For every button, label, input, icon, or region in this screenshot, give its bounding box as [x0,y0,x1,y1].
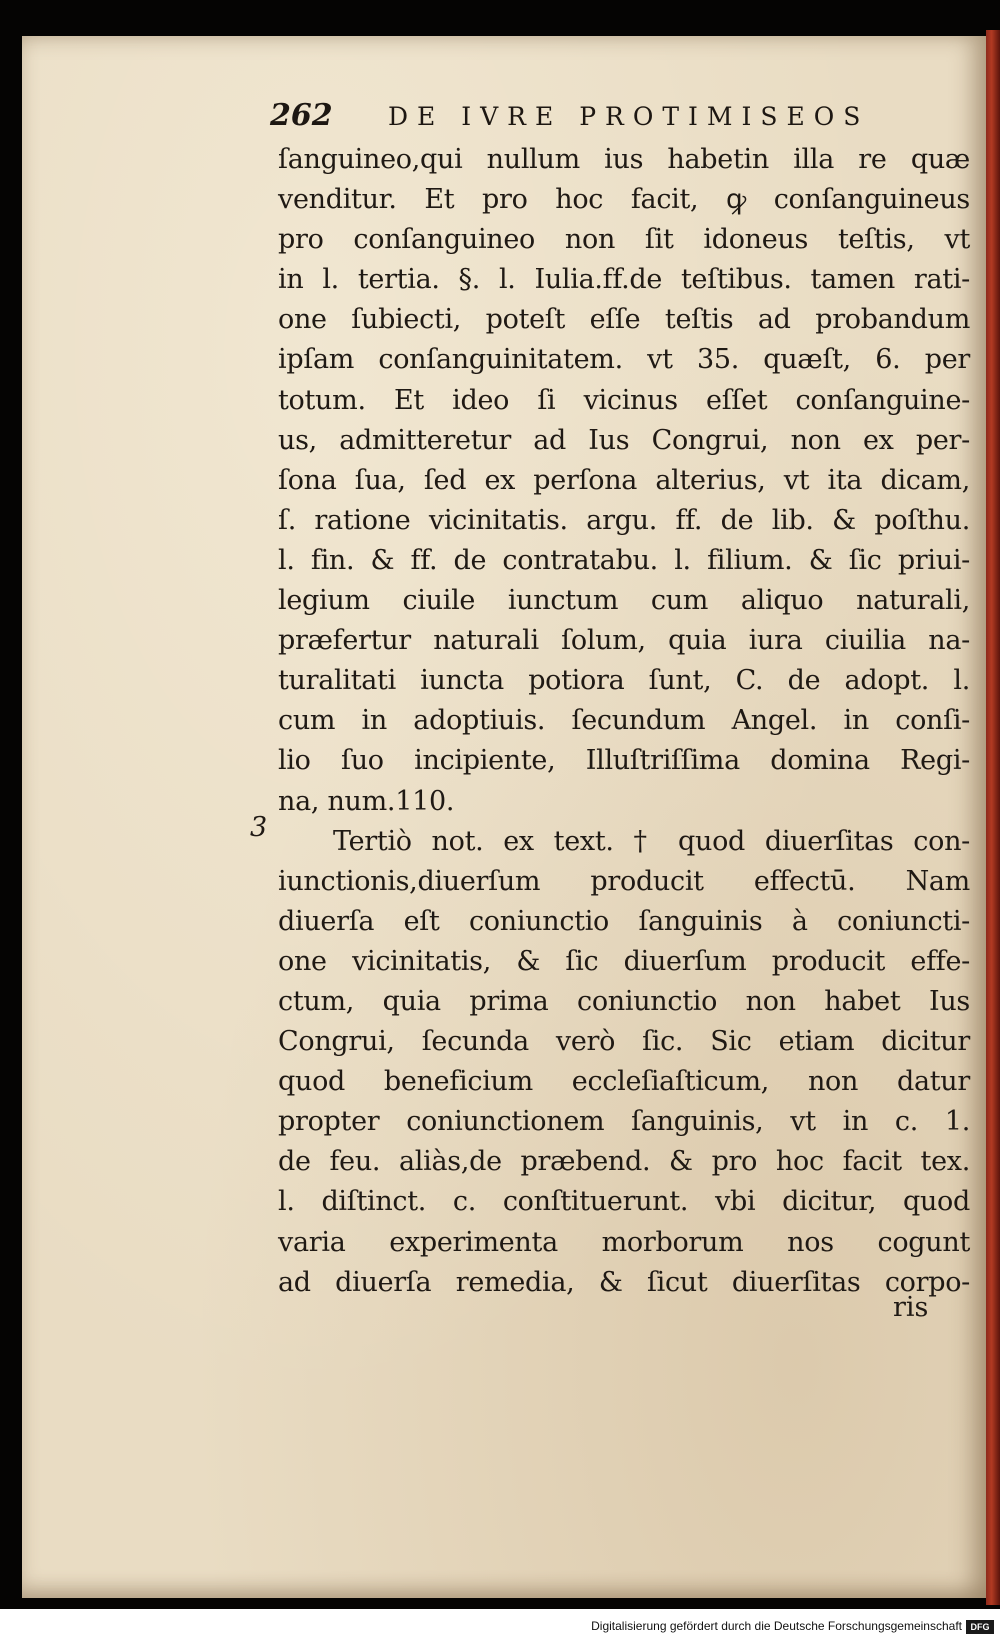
text-line: na, num.110. [278,785,455,817]
catchword: ris [893,1292,929,1323]
text-line: varia experimenta morborum nos cogunt [278,1226,970,1258]
margin-number: 3 [250,812,268,843]
text-line: venditur. Et pro hoc facit, ꝙ conſanguineus [278,184,970,216]
text-line: Tertiò not. ex text. † quod diuerſitas con- [333,825,970,857]
text-line: turalitati iuncta potiora ſunt, C. de adopt. l. [278,665,970,697]
text-line: ſanguineo,qui nullum ius habetin illa re quæ [278,144,970,175]
text-line: ad diuerſa remedia, & ſicut diuerſitas corpo- [278,1266,970,1298]
text-line: ſ. ratione vicinitatis. argu. ff. de lib. & poſthu. [278,504,970,536]
text-line: de feu. aliàs,de præbend. & pro hoc facit tex. [278,1146,970,1178]
text-line: cum in adoptiuis. ſecundum Angel. in conſi- [278,705,970,737]
text-line: lio ſuo incipiente, Illuſtriſſima domina Regi- [278,745,970,777]
text-line: one ſubiecti, poteſt eſſe teſtis ad probandum [278,304,970,336]
text-line: diuerſa eſt coniunctio ſanguinis à coniuncti- [278,905,970,937]
text-line: in l. tertia. §. l. Iulia.ff.de teſtibus. tamen rati- [278,264,970,296]
text-line: l. fin. & ff. de contratabu. l. filium. & ſic priui- [278,544,970,576]
text-line: propter coniunctionem ſanguinis, vt in c. 1. [278,1106,970,1138]
body-text [278,140,970,1303]
text-line: one vicinitatis, & ſic diuerſum producit effe- [278,945,970,977]
text-line: legium ciuile iunctum cum aliquo naturali, [278,585,970,617]
text-line: quod beneficium eccleſiaſticum, non datur [278,1066,970,1098]
page-number: 262 [270,98,333,133]
page-header [270,98,960,138]
text-line: ipſam conſanguinitatem. vt 35. quæſt, 6. per [278,344,970,376]
dfg-logo-icon: DFG [966,1620,994,1634]
text-line: pro conſanguineo non ſit idoneus teſtis, vt [278,224,970,256]
text-line: Congrui, ſecunda verò ſic. Sic etiam dicitur [278,1026,970,1058]
running-head: DE IVRE PROTIMISEOS [388,102,870,131]
text-line: ſona ſua, ſed ex perſona alterius, vt ita dicam, [278,464,970,496]
footer-bar [0,1609,1000,1641]
text-line: l. diſtinct. c. conſtituerunt. vbi dicitur, quod [278,1186,970,1218]
text-line: iunctionis,diuerſum producit effectū. Nam [278,865,970,897]
text-line: totum. Et ideo ſi vicinus eſſet conſanguine- [278,384,970,416]
text-line: us, admitteretur ad Ius Congrui, non ex per- [278,424,970,456]
text-line: præfertur naturali ſolum, quia iura ciuilia na- [278,625,970,657]
page-edge [986,30,1000,1605]
text-line: ctum, quia prima coniunctio non habet Ius [278,985,970,1017]
dfg-credit: Digitalisierung gefördert durch die Deutsche Forschungsgemeinschaft [591,1619,962,1633]
